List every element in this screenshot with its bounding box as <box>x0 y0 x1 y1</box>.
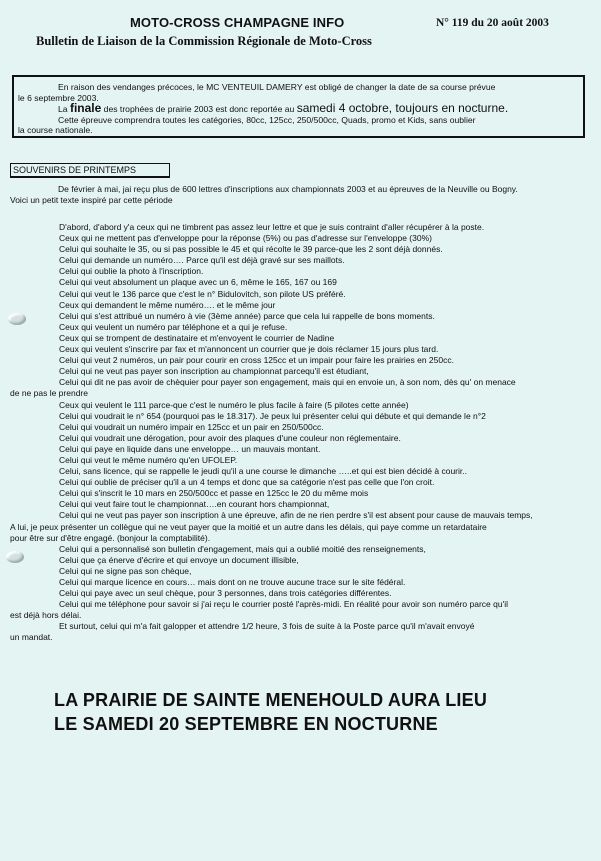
list-item: Celui qui me téléphone pour savoir si j'ai reçu le courrier posté l'après-midi. En réalité pour avoir son numéro parce qu'il <box>59 599 508 610</box>
finale-word: finale <box>69 101 102 115</box>
list-item: Celui qui veut faire tout le championnat….en courant hors championnat, <box>59 499 330 510</box>
footer-line: LA PRAIRIE DE SAINTE MENEHOULD AURA LIEU <box>54 690 488 710</box>
list-item: Celui qui a personnalisé son bulletin d'engagement, mais qui a oublié moitié des renseignements, <box>59 543 426 554</box>
intro-line: Voici un petit texte inspiré par cette période <box>10 195 173 206</box>
notice-text: La <box>58 104 70 114</box>
footer-announcement <box>54 688 487 736</box>
list-item: A lui, je peux présenter un collègue qui ne veut payer que la moitié et un autre dans les délais, qui paye comme un retardataire <box>10 521 487 532</box>
list-item: de ne pas le prendre <box>10 388 88 399</box>
anecdote-list <box>10 222 590 644</box>
list-item: Celui qui veut 2 numéros, un pair pour courir en cross 125cc et un impair pour faire les prairies en 250cc. <box>59 355 454 366</box>
list-item: Celui qui souhaite le 35, ou si pas possible le 45 et qui récolte le 39 parce-que les 2 sont déjà donnés. <box>59 244 443 255</box>
section-title: SOUVENIRS DE PRINTEMPS <box>10 163 170 178</box>
list-item: Celui qui ne veut pas payer son inscription au championnat parcequ'il est étudiant, <box>59 366 369 377</box>
newsletter-title: MOTO-CROSS CHAMPAGNE INFO <box>130 15 345 30</box>
notice-line: En raison des vendanges précoces, le MC VENTEUIL DAMERY est obligé de changer la date de sa course prévue <box>58 82 496 92</box>
list-item: Celui, sans licence, qui se rappelle le jeudi qu'il a une course le dimanche …..et qui est bien décidé à courir.. <box>59 466 467 477</box>
list-item: Celui qui paye avec un seul chèque, pour 3 personnes, dans trois catégories différentes. <box>59 588 392 599</box>
list-item: Celui qui veut le 136 parce que c'est le n° Bidulovitch, son pilote US préféré. <box>59 288 346 299</box>
list-item: Celui qui veut absolument un plaque avec un 6, même le 165, 167 ou 169 <box>59 277 337 288</box>
notice-line: le 6 septembre 2003. <box>18 92 99 103</box>
newsletter-subtitle: Bulletin de Liaison de la Commission Régionale de Moto-Cross <box>36 34 372 48</box>
list-item: Et surtout, celui qui m'a fait galopper et attendre 1/2 heure, 3 fois de suite à la Poste parce qu'il m'avait envoyé <box>59 621 475 632</box>
list-item: Ceux qui se trompent de destinataire et m'envoyent le courrier de Nadine <box>59 332 335 343</box>
list-item: pour être sur d'être engagé. (bonjour la comptabilité). <box>10 532 211 543</box>
notice-text: des trophées de prairie 2003 est donc reportée au <box>101 104 297 114</box>
intro-line: De février à mai, jai reçu plus de 600 lettres d'inscriptions aux championnats 2003 et au épreuves de la Neuville ou Bogny. <box>58 184 518 194</box>
issue-number: N° 119 du 20 août 2003 <box>436 17 549 29</box>
list-item: D'abord, d'abord y'a ceux qui ne timbrent pas assez leur lettre et que je suis contraint d'aller récupérer à la poste. <box>59 222 485 232</box>
notice-date: samedi 4 octobre, toujours en nocturne. <box>296 101 509 115</box>
list-item: Celui qui voudrait une dérogation, pour avoir des plaques d'une couleur non réglementaire. <box>59 432 401 443</box>
punch-hole-icon <box>8 313 26 325</box>
notice-box <box>12 75 585 138</box>
punch-hole-icon <box>6 551 24 563</box>
list-item: Celui qui oublie la photo à l'inscription. <box>59 266 204 277</box>
list-item: Ceux qui veulent le 111 parce-que c'est le numéro le plus facile à faire (5 pilotes cette année) <box>59 399 409 410</box>
notice-line <box>18 103 579 115</box>
list-item: Celui qui veut le même numéro qu'en UFOLEP. <box>59 454 238 465</box>
notice-line: Cette épreuve comprendra toutes les catégories, 80cc, 125cc, 250/500cc, Quads, promo et Kids, sans oublier <box>58 114 476 125</box>
list-item: Celui qui s'est attribué un numéro à vie (3ème année) parce que cela lui rappelle de bons moments. <box>59 310 435 321</box>
list-item: Celui qui voudrait le n° 654 (pourquoi pas le 18.317). Je peux lui présenter celui qui débute et qui demande le n°2 <box>59 410 486 421</box>
list-item: Celui qui oublie de préciser qu'il a un 4 temps et donc que sa catégorie n'est pas celle que l'on croit. <box>59 477 435 488</box>
footer-line: LE SAMEDI 20 SEPTEMBRE EN NOCTURNE <box>54 714 438 734</box>
list-item: Ceux qui ne mettent pas d'enveloppe pour la réponse (5%) ou pas d'adresse sur l'enveloppe (30%) <box>59 233 432 244</box>
notice-line: la course nationale. <box>18 125 93 135</box>
list-item: Ceux qui demandent le même numéro…. et le même jour <box>59 299 276 310</box>
list-item: Celui qui marque licence en cours… mais dont on ne trouve aucune trace sur le site fédéral. <box>59 577 406 587</box>
list-item: Celui qui s'inscrit le 10 mars en 250/500cc et passe en 125cc le 20 du même mois <box>59 488 369 499</box>
list-item: Celui qui demande un numéro…. Parce qu'il est déjà gravé sur ses maillots. <box>59 255 345 266</box>
list-item: Celui qui ne signe pas son chèque, <box>59 565 192 576</box>
list-item: Celui qui paye en liquide dans une enveloppe… un mauvais montant. <box>59 443 321 454</box>
list-item: Celui que ça énerve d'écrire et qui envoye un document illisible, <box>59 554 299 565</box>
list-item: Ceux qui veulent s'inscrire par fax et m'annoncent un courrier que je dois réclamer 15 jours plus tard. <box>59 344 439 355</box>
list-item: Celui qui voudrait un numéro impair en 125cc et un pair en 250/500cc. <box>59 421 324 432</box>
list-item: est déjà hors délai. <box>10 610 82 621</box>
intro-text <box>10 184 590 206</box>
list-item: Celui qui ne veut pas payer son inscription à une épreuve, afin de ne rien perdre s'il est absent pour cause de mauvais temps, <box>59 510 533 521</box>
list-item: Celui qui dit ne pas avoir de chèquier pour payer son engagement, mais qui en envoie un, à son nom, dès qu' on menace <box>59 377 516 388</box>
list-item: Ceux qui veulent un numéro par téléphone et a qui je refuse. <box>59 321 288 332</box>
list-item: un mandat. <box>10 632 53 643</box>
